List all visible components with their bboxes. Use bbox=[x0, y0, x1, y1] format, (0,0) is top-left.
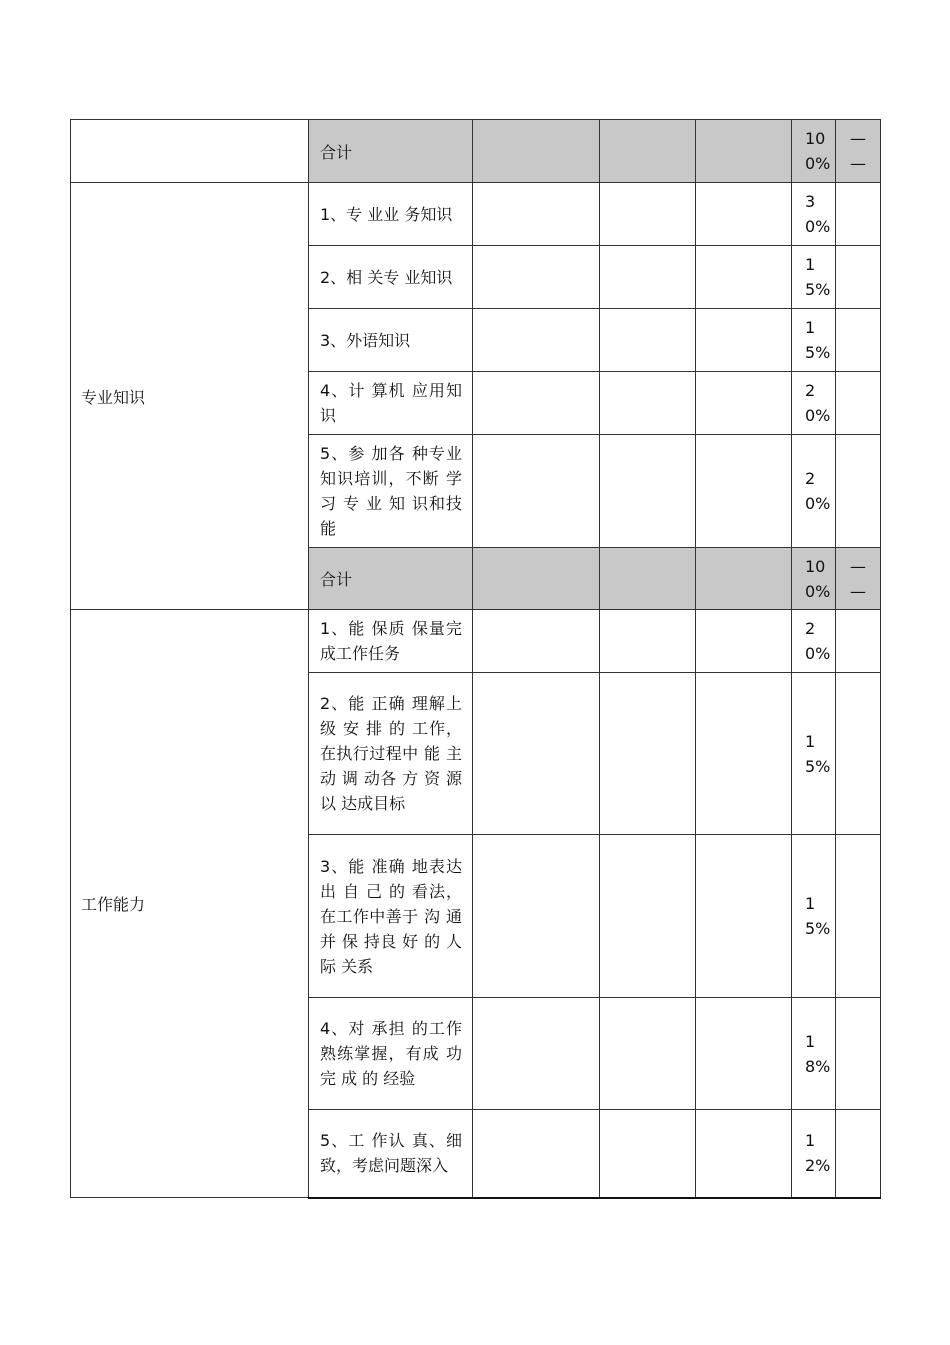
mark-cell: — — bbox=[836, 120, 881, 183]
weight-cell: 3 0% bbox=[792, 183, 836, 246]
score-cell bbox=[696, 548, 792, 610]
table-row bbox=[71, 183, 881, 246]
score-cell bbox=[473, 120, 600, 183]
score-cell bbox=[473, 548, 600, 610]
mark-cell bbox=[836, 610, 881, 673]
score-cell bbox=[473, 998, 600, 1110]
weight-cell: 1 2% bbox=[792, 1110, 836, 1198]
weight-cell: 1 5% bbox=[792, 309, 836, 372]
mark-cell bbox=[836, 435, 881, 548]
weight-cell: 1 5% bbox=[792, 835, 836, 998]
mark-cell bbox=[836, 835, 881, 998]
score-cell bbox=[600, 372, 696, 435]
score-cell bbox=[696, 246, 792, 309]
subtotal-row bbox=[71, 120, 881, 183]
item-label: 4、计 算机 应用知识 bbox=[309, 372, 473, 435]
item-label: 4、对 承担 的工作熟练掌握，有成 功 完 成 的 经验 bbox=[309, 998, 473, 1110]
score-cell bbox=[473, 372, 600, 435]
score-cell bbox=[473, 309, 600, 372]
score-cell bbox=[696, 309, 792, 372]
score-cell bbox=[473, 435, 600, 548]
table-row bbox=[71, 610, 881, 673]
item-label: 1、专 业业 务知识 bbox=[309, 183, 473, 246]
item-label: 1、能 保质 保量完成工作任务 bbox=[309, 610, 473, 673]
mark-cell bbox=[836, 372, 881, 435]
score-cell bbox=[600, 120, 696, 183]
score-cell bbox=[600, 183, 696, 246]
score-cell bbox=[696, 673, 792, 835]
score-cell bbox=[473, 673, 600, 835]
category-cell bbox=[71, 120, 309, 183]
score-cell bbox=[473, 246, 600, 309]
mark-cell bbox=[836, 309, 881, 372]
item-label: 3、能 准确 地表达 出 自 己 的 看法，在工作中善于 沟 通 并 保 持良 好 的 人 际 关系 bbox=[309, 835, 473, 998]
weight-cell: 1 5% bbox=[792, 246, 836, 309]
score-cell bbox=[473, 610, 600, 673]
mark-cell bbox=[836, 246, 881, 309]
weight-cell: 1 8% bbox=[792, 998, 836, 1110]
weight-cell: 2 0% bbox=[792, 372, 836, 435]
score-cell bbox=[600, 998, 696, 1110]
category-professional-knowledge: 专业知识 bbox=[71, 183, 309, 610]
subtotal-label: 合计 bbox=[309, 548, 473, 610]
score-cell bbox=[600, 435, 696, 548]
score-cell bbox=[600, 1110, 696, 1198]
score-cell bbox=[600, 610, 696, 673]
mark-cell bbox=[836, 1110, 881, 1198]
score-cell bbox=[600, 835, 696, 998]
item-label: 5、工 作认 真、细致，考虑问题深入 bbox=[309, 1110, 473, 1198]
score-cell bbox=[473, 835, 600, 998]
item-label: 2、相 关专 业知识 bbox=[309, 246, 473, 309]
score-cell bbox=[696, 183, 792, 246]
weight-cell: 10 0% bbox=[792, 548, 836, 610]
weight-cell: 2 0% bbox=[792, 610, 836, 673]
score-cell bbox=[600, 548, 696, 610]
score-cell bbox=[696, 372, 792, 435]
subtotal-label: 合计 bbox=[309, 120, 473, 183]
category-work-ability: 工作能力 bbox=[71, 610, 309, 1198]
mark-cell bbox=[836, 673, 881, 835]
score-cell bbox=[696, 435, 792, 548]
score-cell bbox=[696, 835, 792, 998]
score-cell bbox=[696, 610, 792, 673]
score-cell bbox=[600, 309, 696, 372]
score-cell bbox=[600, 673, 696, 835]
weight-cell: 10 0% bbox=[792, 120, 836, 183]
item-label: 5、参 加各 种专业知识培训，不断 学 习 专 业 知 识和技能 bbox=[309, 435, 473, 548]
score-cell bbox=[696, 1110, 792, 1198]
item-label: 3、外语知识 bbox=[309, 309, 473, 372]
mark-cell: — — bbox=[836, 548, 881, 610]
score-cell bbox=[600, 246, 696, 309]
score-cell bbox=[473, 1110, 600, 1198]
item-label: 2、能 正确 理解上 级 安 排 的 工作，在执行过程中 能 主 动 调 动各 方 资 源 以 达成目标 bbox=[309, 673, 473, 835]
weight-cell: 1 5% bbox=[792, 673, 836, 835]
weight-cell: 2 0% bbox=[792, 435, 836, 548]
score-cell bbox=[473, 183, 600, 246]
evaluation-table bbox=[70, 119, 881, 1199]
mark-cell bbox=[836, 183, 881, 246]
mark-cell bbox=[836, 998, 881, 1110]
score-cell bbox=[696, 998, 792, 1110]
score-cell bbox=[696, 120, 792, 183]
